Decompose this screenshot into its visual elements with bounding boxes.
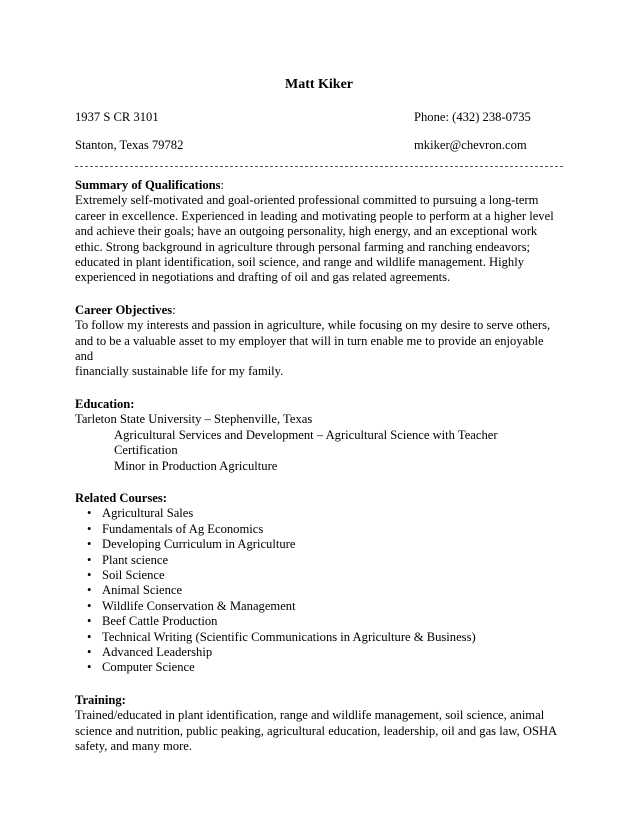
summary-title: Summary of Qualifications [75, 178, 221, 192]
list-item [75, 614, 563, 629]
education-section [75, 397, 563, 474]
list-item [75, 660, 563, 675]
training-line: science and nutrition, public peaking, agricultural education, leadership, oil and gas law, OSHA [75, 723, 558, 738]
education-degree: Agricultural Services and Development – Agricultural Science with Teacher Certification [114, 427, 498, 458]
objectives-line: and to be a valuable asset to my employer that will in turn enable me to provide an enjoyable and [75, 333, 544, 364]
course-label: Plant science [102, 552, 169, 567]
contact-row-1 [75, 110, 563, 125]
bullet-icon: • [87, 629, 92, 644]
education-school: Tarleton State University – Stephenville, Texas [75, 412, 313, 427]
phone-number: Phone: (432) 238-0735 [414, 110, 531, 124]
bullet-icon: • [87, 583, 92, 598]
objectives-title-colon: : [172, 302, 176, 317]
email-address: mkiker@chevron.com [414, 138, 527, 152]
bullet-icon: • [87, 506, 92, 521]
summary-heading [75, 178, 563, 193]
list-item [75, 599, 563, 614]
education-minor: Minor in Production Agriculture [114, 458, 278, 473]
list-item [75, 630, 563, 645]
course-label: Computer Science [102, 660, 195, 675]
courses-section [75, 491, 563, 676]
training-line: safety, and many more. [75, 739, 193, 753]
course-label: Agricultural Sales [102, 506, 194, 521]
summary-line: Extremely self-motivated and goal-oriented professional committed to pursuing a long-term [75, 193, 539, 208]
objectives-heading [75, 303, 563, 318]
course-label: Wildlife Conservation & Management [102, 598, 296, 613]
courses-list [75, 506, 563, 675]
summary-line: ethic. Strong background in agriculture through personal farming and ranching endeavors; [75, 239, 530, 254]
list-item [75, 583, 563, 598]
bullet-icon: • [87, 521, 92, 536]
address-line-1: 1937 S CR 3101 [75, 110, 159, 124]
course-label: Fundamentals of Ag Economics [102, 521, 264, 536]
training-line: Trained/educated in plant identification, range and wildlife management, soil science, animal [75, 708, 545, 723]
list-item [75, 506, 563, 521]
bullet-icon: • [87, 567, 92, 582]
course-label: Developing Curriculum in Agriculture [102, 537, 296, 552]
candidate-name: Matt Kiker [284, 77, 354, 92]
bullet-icon: • [87, 537, 92, 552]
list-item [75, 568, 563, 583]
training-section [75, 693, 563, 755]
education-title: Education: [75, 396, 135, 411]
course-label: Soil Science [102, 567, 165, 582]
course-label: Advanced Leadership [102, 644, 213, 659]
bullet-icon: • [87, 614, 92, 629]
objectives-section [75, 303, 563, 380]
summary-line: career in excellence. Experienced in leading and motivating people to perform at a higher level [75, 208, 554, 223]
objectives-line: To follow my interests and passion in agriculture, while focusing on my desire to serve others, [75, 318, 551, 333]
bullet-icon: • [87, 644, 92, 659]
list-item [75, 522, 563, 537]
bullet-icon: • [87, 598, 92, 613]
objectives-title: Career Objectives [75, 302, 173, 317]
objectives-line: financially sustainable life for my family. [75, 364, 284, 379]
summary-section [75, 178, 563, 286]
list-item [75, 553, 563, 568]
summary-title-colon: : [220, 178, 225, 192]
course-label: Animal Science [102, 583, 183, 598]
header-divider [75, 166, 563, 168]
training-title: Training: [75, 692, 126, 707]
summary-line: educated in plant identification, soil science, and range and wildlife management. Highly [75, 255, 525, 270]
contact-row-2 [75, 138, 563, 153]
resume-page [75, 76, 563, 771]
list-item [75, 645, 563, 660]
list-item [75, 537, 563, 552]
bullet-icon: • [87, 660, 92, 675]
courses-title: Related Courses: [75, 490, 167, 505]
course-label: Technical Writing (Scientific Communications in Agriculture & Business) [102, 629, 476, 644]
address-line-2: Stanton, Texas 79782 [75, 138, 184, 152]
bullet-icon: • [87, 552, 92, 567]
summary-line: and achieve their goals; have an outgoing personality, high energy, and an exceptional work [75, 224, 538, 239]
summary-line: experienced in negotiations and drafting of oil and gas related agreements. [75, 270, 451, 285]
course-label: Beef Cattle Production [102, 614, 218, 629]
